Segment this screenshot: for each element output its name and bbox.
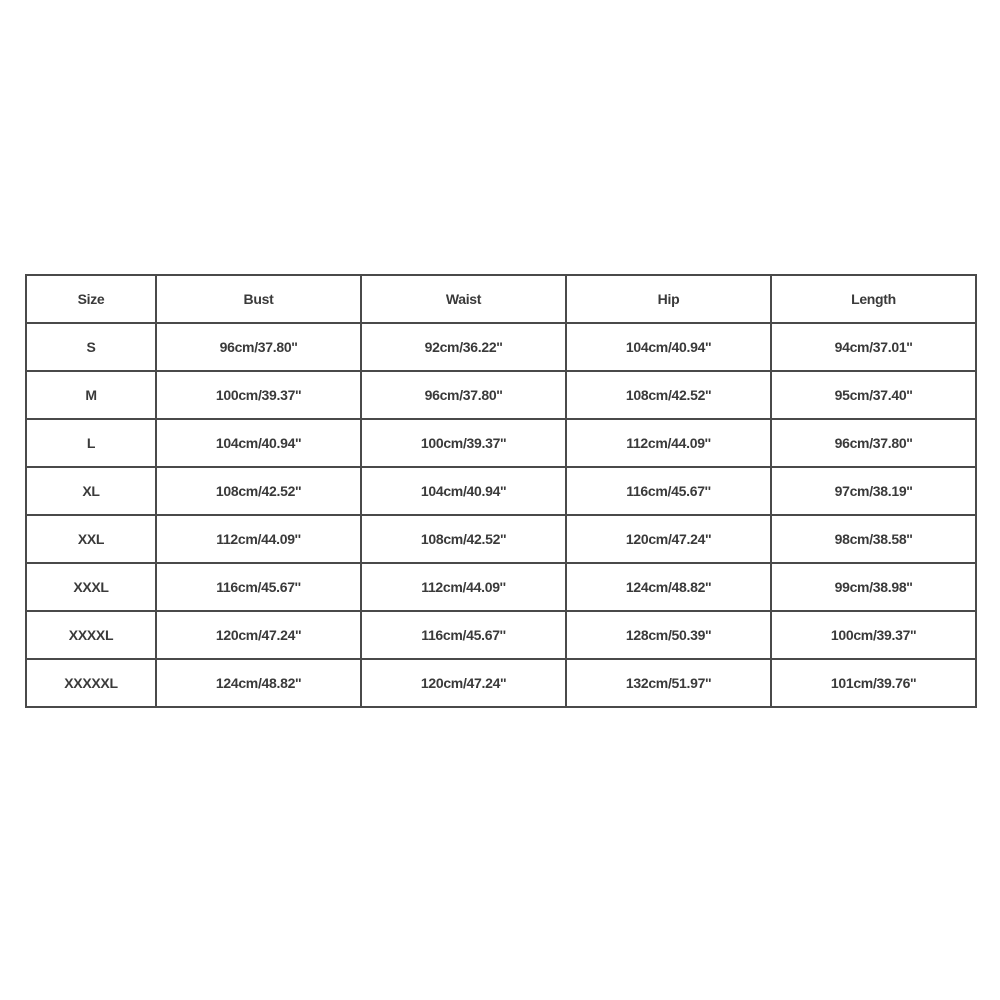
header-row: [26, 275, 976, 323]
bust-cell: 124cm/48.82'': [156, 659, 361, 707]
hip-cell: 116cm/45.67'': [566, 467, 771, 515]
bust-cell: 108cm/42.52'': [156, 467, 361, 515]
hip-cell: 128cm/50.39'': [566, 611, 771, 659]
hip-cell: 120cm/47.24'': [566, 515, 771, 563]
hip-cell: 108cm/42.52'': [566, 371, 771, 419]
size-cell: S: [26, 323, 156, 371]
bust-cell: 104cm/40.94'': [156, 419, 361, 467]
header-length: Length: [771, 275, 976, 323]
hip-cell: 112cm/44.09'': [566, 419, 771, 467]
header-hip: Hip: [566, 275, 771, 323]
length-cell: 97cm/38.19'': [771, 467, 976, 515]
bust-cell: 116cm/45.67'': [156, 563, 361, 611]
length-cell: 99cm/38.98'': [771, 563, 976, 611]
size-chart-table: [25, 274, 977, 708]
table-row: [26, 563, 976, 611]
waist-cell: 92cm/36.22'': [361, 323, 566, 371]
length-cell: 95cm/37.40'': [771, 371, 976, 419]
table-row: [26, 515, 976, 563]
bust-cell: 96cm/37.80'': [156, 323, 361, 371]
bust-cell: 100cm/39.37'': [156, 371, 361, 419]
length-cell: 96cm/37.80'': [771, 419, 976, 467]
header-size: Size: [26, 275, 156, 323]
table-row: [26, 323, 976, 371]
length-cell: 94cm/37.01'': [771, 323, 976, 371]
length-cell: 98cm/38.58'': [771, 515, 976, 563]
waist-cell: 104cm/40.94'': [361, 467, 566, 515]
bust-cell: 120cm/47.24'': [156, 611, 361, 659]
header-waist: Waist: [361, 275, 566, 323]
hip-cell: 104cm/40.94'': [566, 323, 771, 371]
table-row: [26, 467, 976, 515]
size-cell: L: [26, 419, 156, 467]
waist-cell: 108cm/42.52'': [361, 515, 566, 563]
waist-cell: 120cm/47.24'': [361, 659, 566, 707]
waist-cell: 112cm/44.09'': [361, 563, 566, 611]
table-row: [26, 419, 976, 467]
header-bust: Bust: [156, 275, 361, 323]
waist-cell: 100cm/39.37'': [361, 419, 566, 467]
waist-cell: 96cm/37.80'': [361, 371, 566, 419]
table-row: [26, 659, 976, 707]
hip-cell: 132cm/51.97'': [566, 659, 771, 707]
length-cell: 101cm/39.76'': [771, 659, 976, 707]
hip-cell: 124cm/48.82'': [566, 563, 771, 611]
length-cell: 100cm/39.37'': [771, 611, 976, 659]
size-cell: XXXXL: [26, 611, 156, 659]
size-cell: M: [26, 371, 156, 419]
size-cell: XXXL: [26, 563, 156, 611]
size-cell: XXXXXL: [26, 659, 156, 707]
table-row: [26, 611, 976, 659]
table-row: [26, 371, 976, 419]
size-cell: XL: [26, 467, 156, 515]
size-cell: XXL: [26, 515, 156, 563]
waist-cell: 116cm/45.67'': [361, 611, 566, 659]
bust-cell: 112cm/44.09'': [156, 515, 361, 563]
